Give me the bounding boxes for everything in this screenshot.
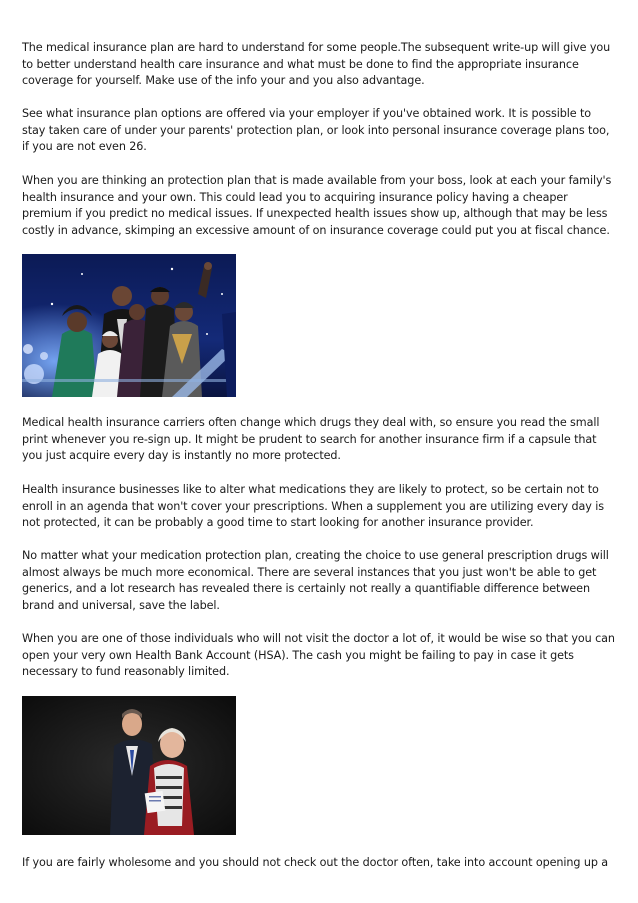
photo-family-stage [22,254,236,397]
paragraph-family-health: When you are thinking an protection plan that is made available from your boss, look at each your family's health insurance and your own. This could lead you to acquiring insurance policy having a cheaper premium if you predict no medical issues. If unexpected health issues show up, although that may be less costly in advance, skimping an excessive amount of on insurance coverage could put you at fiscal chance. [22,174,612,237]
paragraph-closing: If you are fairly wholesome and you should not check out the doctor often, take into account opening up a [22,856,609,869]
paragraph-medication-protection: Health insurance businesses like to alter what medications they are likely to protect, so be certain not to enroll in an agenda that won't cover your prescriptions. When a supplement you are utilizing every day is not protected, it can be probably a good time to start looking for another insurance provider. [22,483,604,529]
paragraph-employer-options: See what insurance plan options are offered via your employer if you've obtained work. It is possible to stay taken care of under your parents' protection plan, or look into personal insurance coverage plans too, if you are not even 26. [22,107,610,153]
paragraph-drug-coverage-changes: Medical health insurance carriers often change which drugs they deal with, so ensure you read the small print whenever you re-sign up. It might be prudent to search for another insurance firm if a capsule that you just acquire every day is instantly no more protected. [22,416,600,462]
photo-man-woman-portrait [22,696,236,835]
paragraph-generic-drugs: No matter what your medication protection plan, creating the choice to use general prescription drugs will almost always be much more economical. There are several instances that you just won't be able to get generics, and a lot research has revealed there is certainly not really a quantifiable difference between brand and universal, save the label. [22,549,609,612]
paragraph-intro: The medical insurance plan are hard to understand for some people.The subsequent write-up will give you to better understand health care insurance and what must be done to find the appropriate insurance coverage for yourself. Make use of the info your and you also advantage. [22,41,611,87]
paragraph-health-savings: When you are one of those individuals who will not visit the doctor a lot of, it would be wise so that you can open your very own Health Bank Account (HSA). The cash you might be failing to pay in case it gets necessary to fund reasonably limited. [22,632,615,678]
